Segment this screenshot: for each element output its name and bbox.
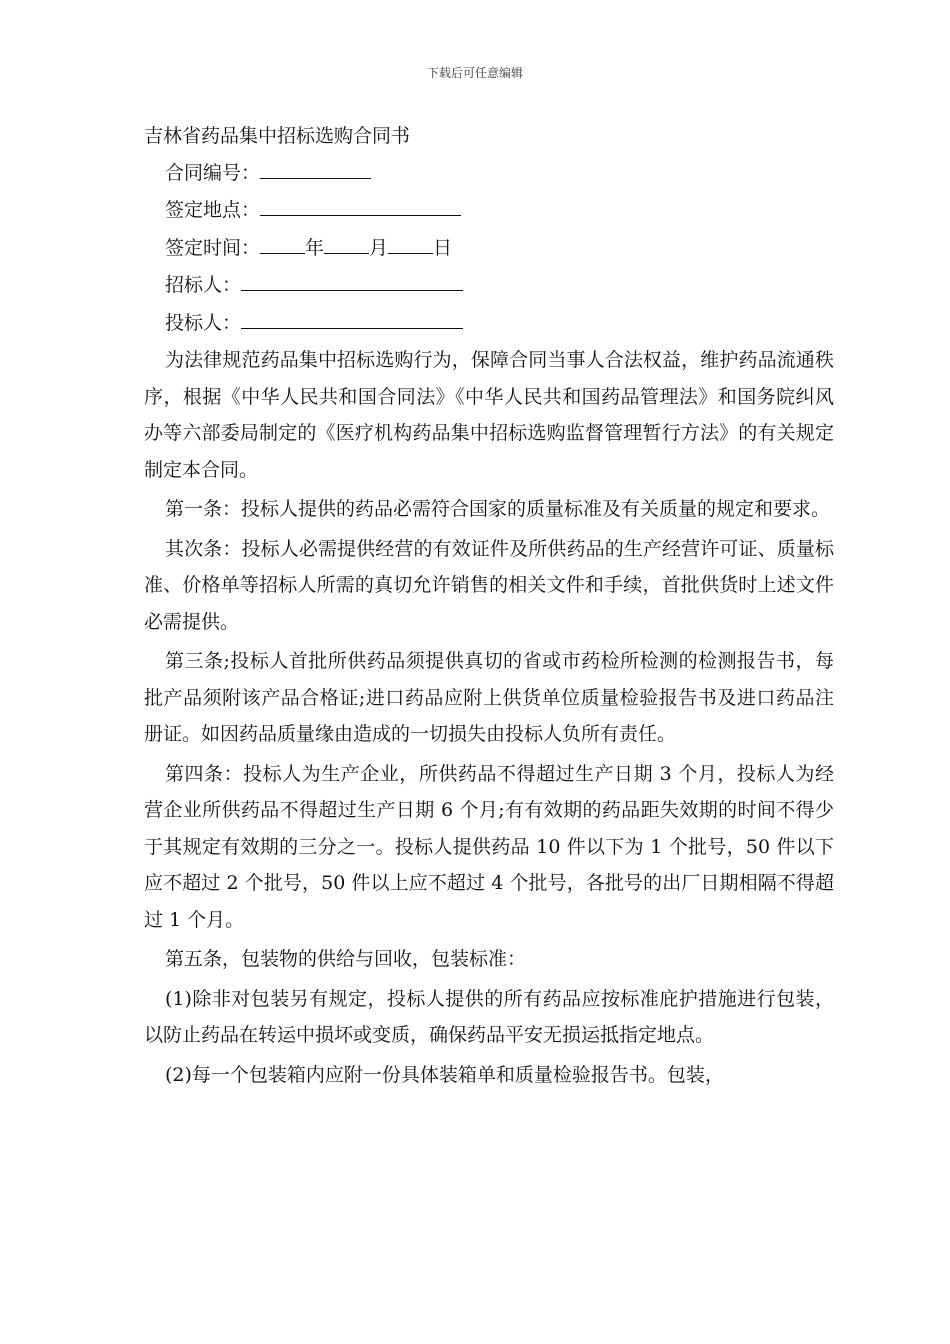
blank-day: [388, 232, 433, 254]
paragraph-article-2: 其次条：投标人必需提供经营的有效证件及所供药品的生产经营许可证、质量标准、价格单等招标人所需的真切允许销售的相关文件和手续，首批供货时上述文件必需提供。: [144, 537, 834, 633]
field-label-tenderer: 招标人：: [165, 274, 242, 296]
page-header-note: 下载后可任意编辑: [426, 66, 523, 80]
blank-month: [324, 232, 369, 254]
label-month: 月: [369, 236, 389, 259]
field-tenderer: [144, 267, 834, 304]
paragraph-preamble: 为法律规范药品集中招标选购行为，保障合同当事人合法权益，维护药品流通秩序，根据《中华人民共和国合同法》《中华人民共和国药品管理法》和国务院纠风办等六部委局制定的《医疗机构药品集中招标选购监督管理暂行方法》的有关规定制定本合同。: [144, 349, 834, 481]
document-title: 吉林省药品集中招标选购合同书: [144, 125, 411, 147]
field-bidder: [144, 305, 834, 342]
field-sign-place: [144, 192, 834, 229]
document-body: [144, 118, 834, 1096]
paragraph-article-5: 第五条，包装物的供给与回收，包装标准：: [165, 948, 527, 970]
blank-bidder: [241, 307, 463, 329]
field-contract-no: [144, 155, 834, 192]
paragraph-article-4: 第四条：投标人为生产企业，所供药品不得超过生产日期 3 个月，投标人为经营企业所供药品不得超过生产日期 6 个月;有有效期的药品距失效期的时间不得少于其规定有效期的三分之一。投标人提供药品 10 件以下为 1 个批号，50 件以下应不超过 2 个批号，50 件以上应不超过 4 个批号，各批号的出厂日期相隔不得超过 1 个月。: [144, 762, 834, 931]
field-label-sign-place: 签定地点：: [165, 199, 261, 221]
blank-sign-place: [260, 194, 461, 216]
field-sign-time: [144, 230, 834, 267]
paragraph-article-1: 第一条：投标人提供的药品必需符合国家的质量标准及有关质量的规定和要求。: [165, 498, 831, 520]
paragraph-article-5-item-2: (2)每一个包装箱内应附一份具体装箱单和质量检验报告书。包装，: [165, 1063, 724, 1086]
paragraph-article-5-item-1: (1)除非对包装另有规定，投标人提供的所有药品应按标准庇护措施进行包装，以防止药品在转运中损坏或变质，确保药品平安无损运抵指定地点。: [144, 987, 834, 1046]
field-label-sign-time: 签定时间：: [165, 236, 261, 259]
field-label-bidder: 投标人：: [165, 311, 242, 334]
label-year: 年: [305, 236, 325, 259]
blank-year: [260, 232, 305, 254]
field-label-contract-no: 合同编号：: [165, 161, 261, 184]
paragraph-article-3: 第三条;投标人首批所供药品须提供真切的省或市药检所检测的检测报告书，每批产品须附该产品合格证;进口药品应附上供货单位质量检验报告书及进口药品注册证。如因药品质量缘由造成的一切损失由投标人负所有责任。: [144, 650, 834, 745]
label-day: 日: [433, 236, 453, 259]
blank-tenderer: [241, 269, 463, 291]
blank-contract-no: [260, 157, 371, 179]
